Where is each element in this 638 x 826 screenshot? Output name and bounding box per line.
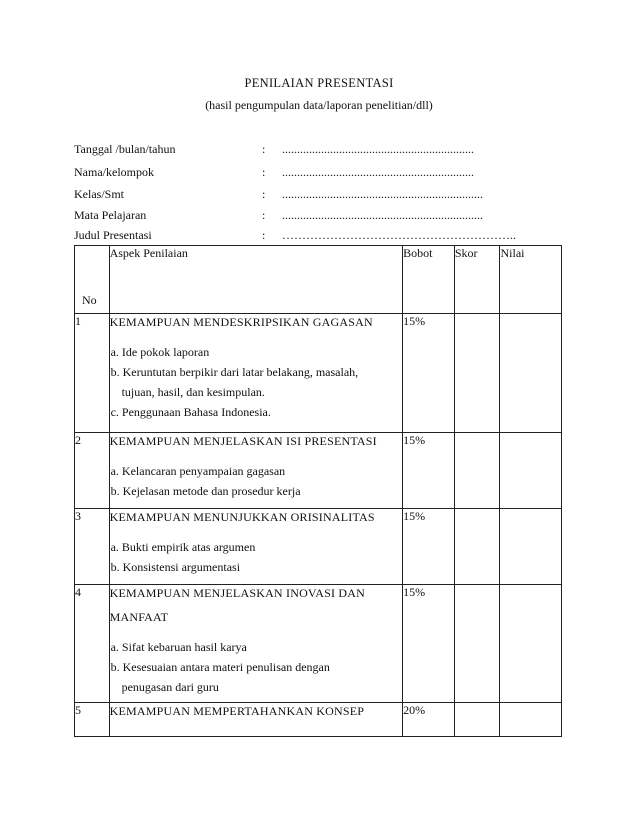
criterion-title: KEMAMPUAN MENJELASKAN INOVASI DAN <box>109 586 365 600</box>
weight-cell: 20% <box>403 703 455 737</box>
sub-item: b. Kesesuaian antara materi penulisan dengan <box>110 660 330 674</box>
field-judul-presentasi <box>74 228 564 246</box>
field-blank[interactable]: ................................................................... <box>282 208 483 222</box>
weight-cell: 15% <box>403 314 455 433</box>
field-tanggal <box>74 142 564 160</box>
criterion-cell <box>109 433 403 509</box>
table-row <box>75 314 562 433</box>
criterion-title: KEMAMPUAN MENUNJUKKAN ORISINALITAS <box>109 510 375 524</box>
criterion-cell <box>109 585 403 703</box>
field-label: Mata Pelajaran <box>74 208 147 222</box>
value-cell[interactable] <box>500 314 562 433</box>
sub-item: b. Kejelasan metode dan prosedur kerja <box>110 484 301 498</box>
header-aspek: Aspek Penilaian <box>109 246 403 314</box>
field-blank[interactable]: ................................................................ <box>282 165 474 179</box>
sub-item: a. Sifat kebaruan hasil karya <box>110 640 247 654</box>
field-colon: : <box>262 208 266 222</box>
criterion-title-cont: MANFAAT <box>109 610 169 624</box>
header-bobot: Bobot <box>403 246 455 314</box>
sub-item: b. Konsistensi argumentasi <box>110 560 241 574</box>
field-label: Nama/kelompok <box>74 165 154 179</box>
table-row <box>75 585 562 703</box>
field-kelas-smt <box>74 187 564 205</box>
sub-item: a. Kelancaran penyampaian gagasan <box>110 464 286 478</box>
score-cell[interactable] <box>454 314 500 433</box>
score-cell[interactable] <box>454 585 500 703</box>
header-skor: Skor <box>454 246 500 314</box>
table-row <box>75 433 562 509</box>
assessment-table <box>74 245 562 737</box>
weight-cell: 15% <box>403 433 455 509</box>
table-row <box>75 509 562 585</box>
sub-item: c. Penggunaan Bahasa Indonesia. <box>110 405 271 419</box>
row-number: 5 <box>75 703 110 737</box>
sub-item: a. Bukti empirik atas argumen <box>110 540 256 554</box>
field-blank[interactable]: ................................................................... <box>282 187 483 201</box>
criterion-cell <box>109 314 403 433</box>
row-number: 3 <box>75 509 110 585</box>
value-cell[interactable] <box>500 585 562 703</box>
header-no-cell <box>75 246 110 314</box>
field-mata-pelajaran <box>74 208 564 226</box>
field-colon: : <box>262 165 266 179</box>
field-label: Judul Presentasi <box>74 228 152 242</box>
criterion-title: KEMAMPUAN MENDESKRIPSIKAN GAGASAN <box>109 315 373 329</box>
field-colon: : <box>262 142 266 156</box>
field-label: Kelas/Smt <box>74 187 124 201</box>
row-number: 4 <box>75 585 110 703</box>
sub-item-cont: penugasan dari guru <box>121 680 219 694</box>
row-number: 1 <box>75 314 110 433</box>
field-nama-kelompok <box>74 165 564 183</box>
table-row <box>75 703 562 737</box>
header-no: No <box>82 293 97 307</box>
field-blank[interactable]: ................................................................ <box>282 142 474 156</box>
value-cell[interactable] <box>500 509 562 585</box>
criterion-title: KEMAMPUAN MENJELASKAN ISI PRESENTASI <box>109 434 377 448</box>
page-title: PENILAIAN PRESENTASI <box>244 76 394 90</box>
sub-item: b. Keruntutan berpikir dari latar belakang, masalah, <box>110 365 359 379</box>
page-subtitle: (hasil pengumpulan data/laporan penelitian/dll) <box>205 98 433 112</box>
sub-item-cont: tujuan, hasil, dan kesimpulan. <box>121 385 265 399</box>
weight-cell: 15% <box>403 509 455 585</box>
score-cell[interactable] <box>454 433 500 509</box>
sub-item: a. Ide pokok laporan <box>110 345 210 359</box>
field-blank[interactable]: ………………………………………………….. <box>282 228 516 242</box>
criterion-cell <box>109 509 403 585</box>
field-label: Tanggal /bulan/tahun <box>74 142 176 156</box>
score-cell[interactable] <box>454 703 500 737</box>
value-cell[interactable] <box>500 433 562 509</box>
criterion-title: KEMAMPUAN MEMPERTAHANKAN KONSEP <box>109 704 365 718</box>
field-colon: : <box>262 228 266 242</box>
weight-cell: 15% <box>403 585 455 703</box>
table-header-row <box>75 246 562 314</box>
header-nilai: Nilai <box>500 246 562 314</box>
criterion-cell <box>109 703 403 737</box>
value-cell[interactable] <box>500 703 562 737</box>
row-number: 2 <box>75 433 110 509</box>
score-cell[interactable] <box>454 509 500 585</box>
field-colon: : <box>262 187 266 201</box>
